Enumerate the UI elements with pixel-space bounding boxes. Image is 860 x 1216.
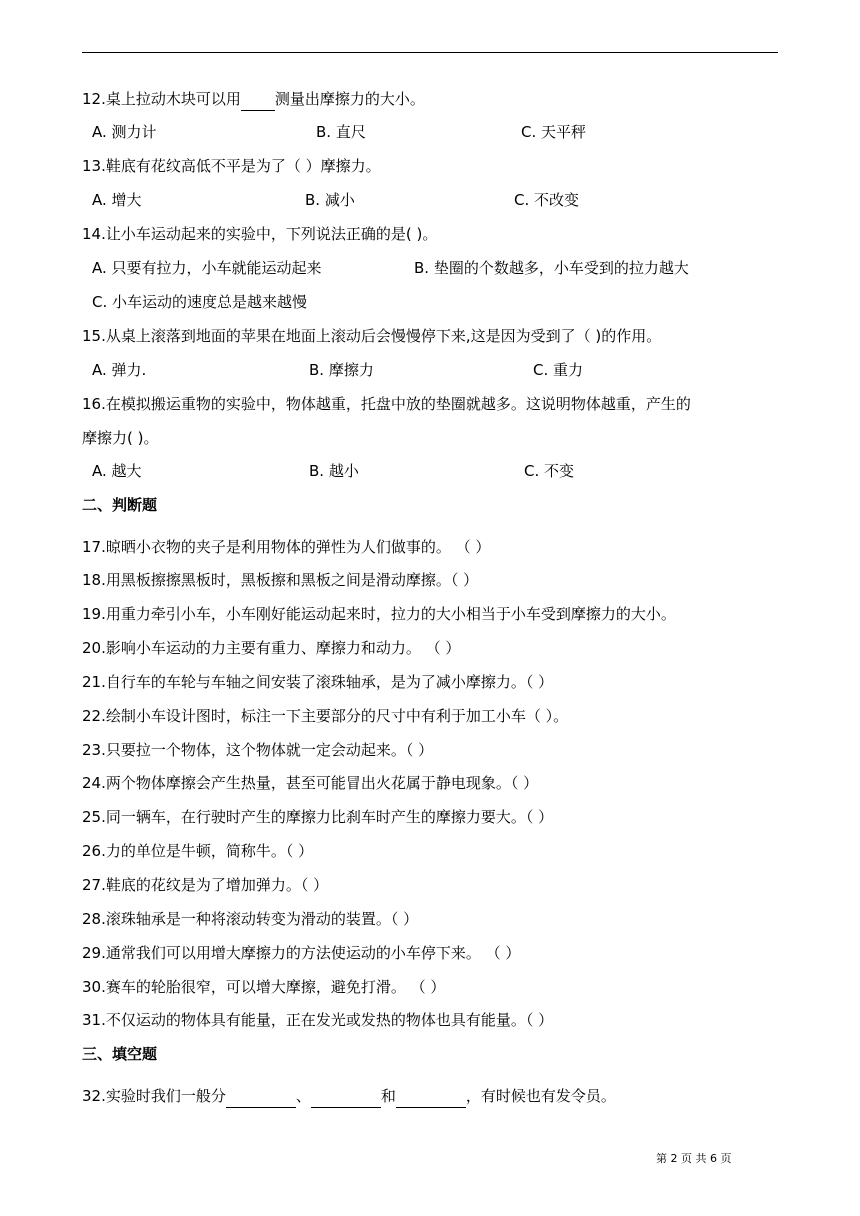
question-30: 30.赛车的轮胎很窄，可以增大摩擦，避免打滑。 （ ） [82,978,446,996]
option-c: C. 不改变 [514,191,580,209]
question-20: 20.影响小车运动的力主要有重力、摩擦力和动力。 （ ） [82,639,461,657]
question-12-text: 12.桌上拉动木块可以用 [82,90,241,108]
question-16: 16.在模拟搬运重物的实验中，物体越重，托盘中放的垫圈就越多。这说明物体越重，产生的 [82,395,691,413]
question-21: 21.自行车的车轮与车轴之间安装了滚珠轴承，是为了减小摩擦力。（ ） [82,673,554,691]
page-footer: 第 2 页 共 6 页 [656,1152,732,1165]
question-22: 22.绘制小车设计图时，标注一下主要部分的尺寸中有利于加工小车（ ）。 [82,707,569,725]
option-a: A. 弹力. [92,361,147,379]
question-32-text-end: ，有时候也有发令员。 [465,1087,616,1105]
question-19: 19.用重力牵引小车，小车刚好能运动起来时，拉力的大小相当于小车受到摩擦力的大小。 [82,605,676,623]
question-15: 15.从桌上滚落到地面的苹果在地面上滚动后会慢慢停下来,这是因为受到了（ )的作用。 [82,327,662,345]
option-a: A. 只要有拉力，小车就能运动起来 [92,259,322,277]
answer-blank [311,1085,381,1108]
option-b: B. 越小 [309,462,359,480]
question-16-continued: 摩擦力( )。 [82,429,159,447]
option-b: B. 减小 [305,191,355,209]
question-28: 28.滚珠轴承是一种将滚动转变为滑动的装置。（ ） [82,910,419,928]
question-32-text: 32.实验时我们一般分 [82,1087,226,1105]
question-27: 27.鞋底的花纹是为了增加弹力。（ ） [82,876,329,894]
separator-text: 和 [380,1087,396,1105]
option-c: C. 不变 [524,462,575,480]
question-12 [82,88,425,111]
separator-text: 、 [295,1087,311,1105]
option-c: C. 天平秤 [521,123,587,141]
question-24: 24.两个物体摩擦会产生热量，甚至可能冒出火花属于静电现象。（ ） [82,774,539,792]
header-rule [82,52,778,53]
question-26: 26.力的单位是牛顿，简称牛。（ ） [82,842,314,860]
option-a: A. 测力计 [92,123,157,141]
option-c: C. 重力 [533,361,584,379]
option-a: A. 增大 [92,191,142,209]
section-heading-fill: 三、填空题 [82,1045,158,1063]
question-14: 14.让小车运动起来的实验中，下列说法正确的是( )。 [82,225,438,243]
option-b: B. 直尺 [316,123,366,141]
question-29: 29.通常我们可以用增大摩擦力的方法使运动的小车停下来。 （ ） [82,944,521,962]
answer-blank [226,1085,296,1108]
question-18: 18.用黑板擦擦黑板时，黑板擦和黑板之间是滑动摩擦。（ ） [82,571,479,589]
answer-blank [241,88,275,111]
question-25: 25.同一辆车，在行驶时产生的摩擦力比刹车时产生的摩擦力要大。（ ） [82,808,554,826]
question-31: 31.不仅运动的物体具有能量，正在发光或发热的物体也具有能量。（ ） [82,1011,554,1029]
option-b: B. 摩擦力 [309,361,374,379]
option-b: B. 垫圈的个数越多，小车受到的拉力越大 [414,259,689,277]
question-12-text-end: 测量出摩擦力的大小。 [274,90,425,108]
question-13: 13.鞋底有花纹高低不平是为了（ ）摩擦力。 [82,157,381,175]
question-32 [82,1085,616,1108]
question-23: 23.只要拉一个物体，这个物体就一定会动起来。（ ） [82,741,434,759]
answer-blank [396,1085,466,1108]
section-heading-judge: 二、判断题 [82,496,158,514]
question-17: 17.晾晒小衣物的夹子是利用物体的弹性为人们做事的。 （ ） [82,538,491,556]
option-c: C. 小车运动的速度总是越来越慢 [92,293,308,311]
option-a: A. 越大 [92,462,142,480]
